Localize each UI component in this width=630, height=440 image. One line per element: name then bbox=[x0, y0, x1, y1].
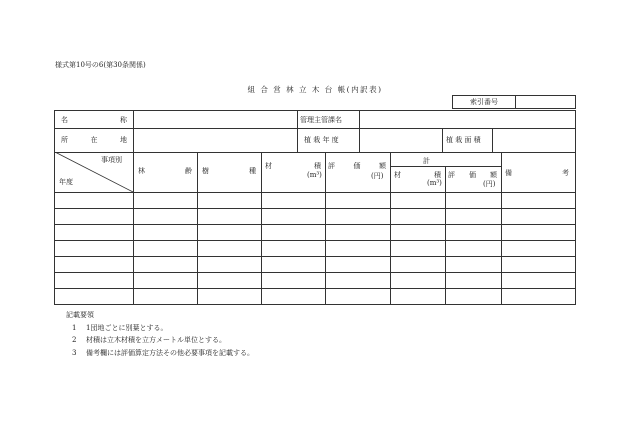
valuation-unit: (円) bbox=[371, 172, 384, 180]
ledger-table bbox=[54, 110, 576, 305]
form-number-label: 様式第10号の6(第30条関係) bbox=[55, 61, 146, 69]
instruction-item: 2 材積は立木材積を立方メートル単位とする。 bbox=[72, 336, 226, 344]
col-divider bbox=[492, 128, 493, 152]
total-volume-unit: (m³) bbox=[427, 179, 442, 187]
instructions-heading: 記載要領 bbox=[66, 311, 94, 319]
col-divider bbox=[197, 152, 198, 304]
species-header: 樹 種 bbox=[202, 167, 256, 175]
remarks-header: 備 考 bbox=[505, 169, 569, 177]
col-divider bbox=[359, 111, 360, 152]
total-header: 計 bbox=[423, 157, 430, 165]
location-label: 所 在 地 bbox=[61, 136, 127, 144]
forest-age-header: 林 齢 bbox=[138, 167, 192, 175]
col-divider bbox=[445, 166, 446, 304]
name-label: 名 称 bbox=[61, 116, 127, 124]
col-divider bbox=[261, 152, 262, 304]
instruction-item: 1 1団地ごとに別葉とする。 bbox=[72, 323, 168, 332]
total-valuation-header: 評 価 額 bbox=[448, 171, 497, 179]
instruction-item: 3 備考欄には評価算定方法その他必要事項を記載する。 bbox=[72, 348, 254, 357]
index-number-label: 索引番号 bbox=[453, 96, 516, 108]
total-valuation-unit: (円) bbox=[483, 180, 496, 188]
item-type-label: 事項別 bbox=[101, 156, 122, 164]
manager-label: 管理主管課名 bbox=[300, 116, 342, 124]
col-divider bbox=[133, 111, 134, 152]
index-number-box bbox=[452, 95, 576, 109]
year-label: 年度 bbox=[59, 178, 73, 186]
col-divider bbox=[501, 152, 502, 304]
valuation-header: 評 価 額 bbox=[328, 162, 386, 170]
instructions bbox=[66, 309, 254, 359]
total-volume-header: 材 積 bbox=[394, 171, 441, 179]
col-divider bbox=[297, 111, 298, 152]
planting-area-label: 植 栽 面 積 bbox=[446, 136, 481, 144]
col-divider bbox=[325, 152, 326, 304]
col-divider bbox=[442, 128, 443, 152]
volume-unit: (m³) bbox=[307, 171, 322, 179]
form-title: 組 合 営 林 立 木 台 帳(内訳表) bbox=[247, 85, 383, 94]
col-divider bbox=[390, 152, 391, 304]
col-divider bbox=[133, 152, 134, 304]
planting-year-label: 植 栽 年 度 bbox=[304, 136, 339, 144]
volume-header: 材 積 bbox=[265, 162, 321, 170]
